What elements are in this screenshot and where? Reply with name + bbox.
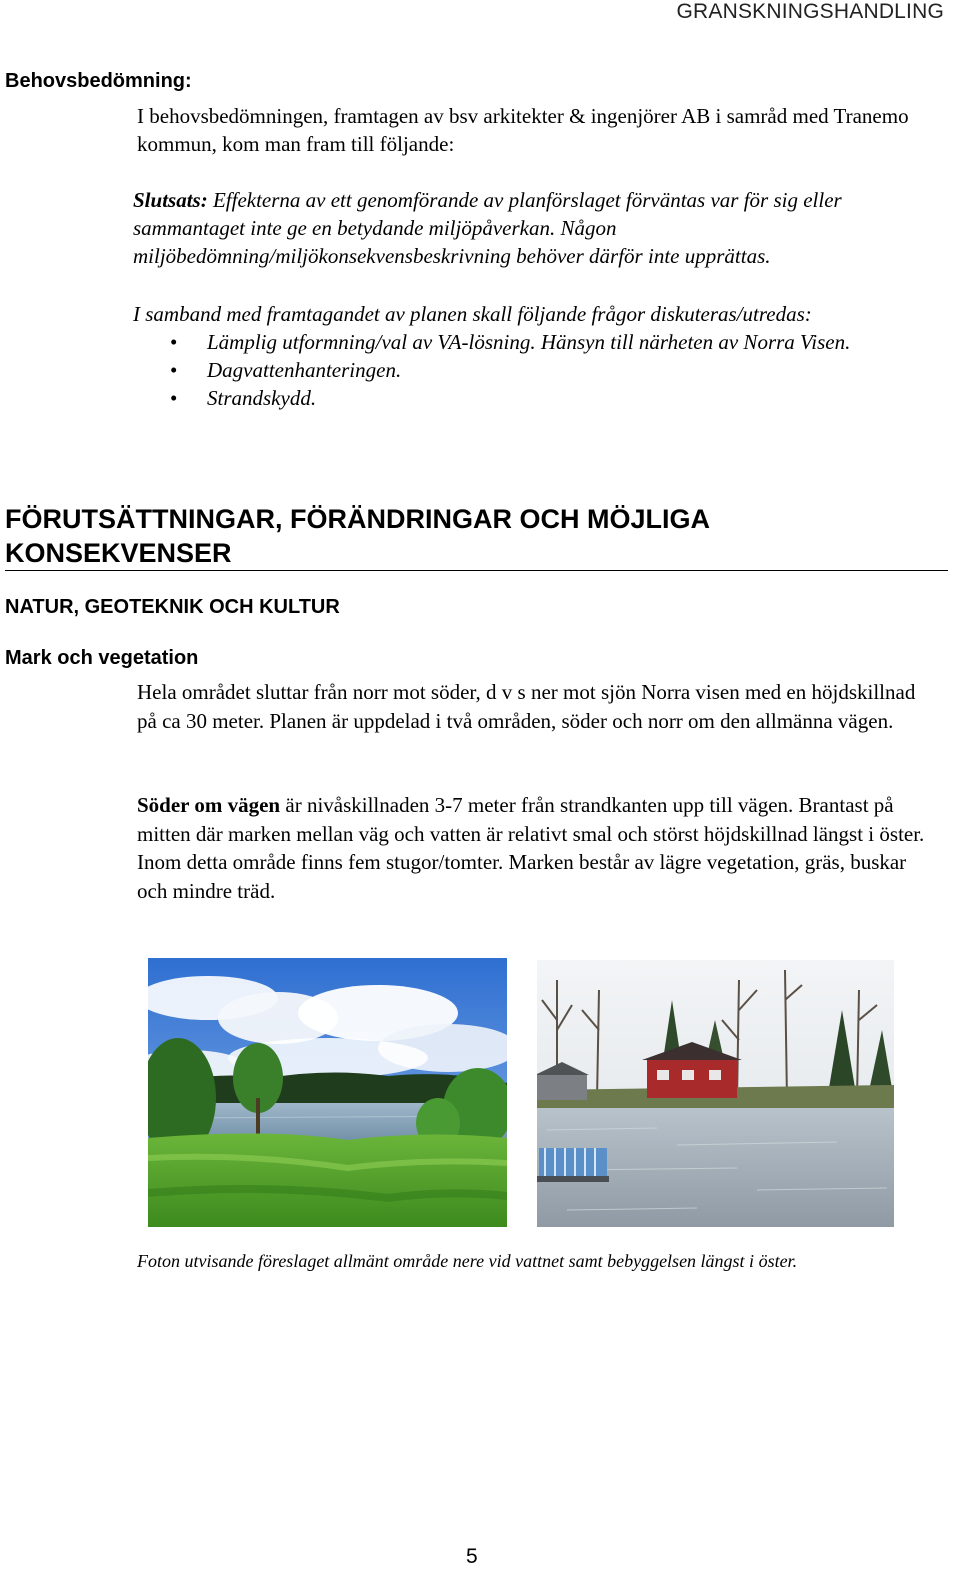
conclusion-paragraph <box>133 186 933 270</box>
document-status-header: GRANSKNINGSHANDLING <box>676 0 944 23</box>
issue-list <box>170 328 930 412</box>
conclusion-text: Effekterna av ett genomförande av planförslaget förväntas var för sig eller sammantaget inte ge en betydande miljöpåverkan. Någon miljöbedömning/miljökonsekvensbeskrivning behöver därför inte upprättas. <box>133 188 842 268</box>
topic-heading: Mark och vegetation <box>5 647 199 669</box>
red-cottage-lake-photo <box>537 960 894 1227</box>
lake-meadow-photo <box>148 958 507 1227</box>
issue-text: Strandskydd. <box>207 386 317 410</box>
bullet-icon: • <box>170 386 178 410</box>
list-item <box>170 384 930 412</box>
terrain-paragraph: Hela området sluttar från norr mot söder, d v s ner mot sjön Norra visen med en höjdskillnad på ca 30 meter. Planen är uppdelad i två områden, söder och norr om den allmänna vägen. <box>137 680 916 733</box>
south-area-paragraph <box>137 791 937 905</box>
subsection-heading: NATUR, GEOTEKNIK OCH KULTUR <box>5 596 340 618</box>
behovsbedomning-intro: I behovsbedömningen, framtagen av bsv arkitekter & ingenjörer AB i samråd med Tranemo kommun, kom man fram till följande: <box>137 104 909 156</box>
list-item <box>170 328 930 356</box>
issue-text: Lämplig utformning/val av VA-lösning. Hänsyn till närheten av Norra Visen. <box>207 330 851 354</box>
south-area-label: Söder om vägen <box>137 793 281 817</box>
issue-text: Dagvattenhanteringen. <box>207 358 402 382</box>
discussion-intro: I samband med framtagandet av planen skall följande frågor diskuteras/utredas: <box>133 302 812 326</box>
list-item <box>170 356 930 384</box>
conclusion-label: Slutsats: <box>133 188 208 212</box>
page-number: 5 <box>466 1545 478 1568</box>
section-divider <box>5 570 948 571</box>
bullet-icon: • <box>170 358 178 382</box>
section-heading: FÖRUTSÄTTNINGAR, FÖRÄNDRINGAR OCH MÖJLIGA KONSEKVENSER <box>5 504 709 568</box>
bullet-icon: • <box>170 330 178 354</box>
south-area-text: är nivåskillnaden 3-7 meter från strandkanten upp till vägen. Brantast på mitten där marken mellan väg och vatten är relativt smal och störst höjdskillnad längst i öster. Inom detta område finns fem stugor/tomter. Marken består av lägre vegetation, gräs, buskar och mindre träd. <box>137 793 925 903</box>
behovsbedomning-heading: Behovsbedömning: <box>5 70 192 92</box>
photo-caption: Foton utvisande föreslaget allmänt område nere vid vattnet samt bebyggelsen längst i öster. <box>137 1251 798 1271</box>
